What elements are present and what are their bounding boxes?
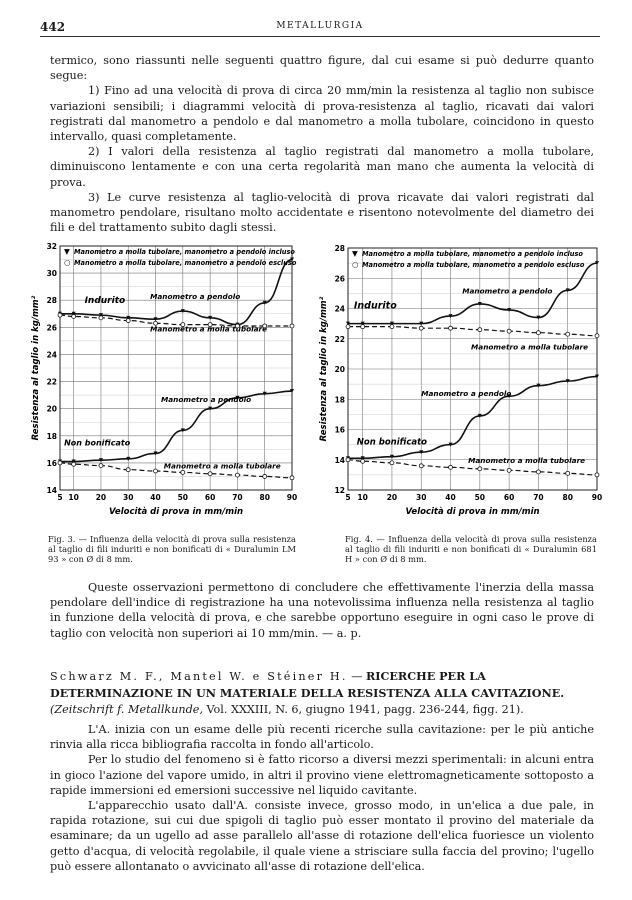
- series-marker: [208, 472, 212, 476]
- series-marker: [58, 313, 62, 317]
- series-marker: [419, 464, 423, 468]
- y-tick-label: 20: [334, 365, 345, 374]
- series-marker: [263, 474, 267, 478]
- y-tick-label: 22: [334, 334, 345, 344]
- x-tick-label: 10: [68, 493, 79, 502]
- y-tick-label: 30: [46, 269, 57, 279]
- figure-4-chart: [315, 240, 605, 530]
- series-marker: [290, 476, 294, 480]
- x-tick-label: 70: [533, 493, 544, 502]
- intro-point-2: 2) I valori della resistenza al taglio registrati dal manometro a molla tubolare, diminuiscono lentamente e con una certa regolarità man mano che aumenta la velocità di prova.: [50, 145, 594, 189]
- conclusion-paragraph: Queste osservazioni permettono di concludere che effettivamente l'inerzia della massa pendolare dell'indice di registrazione ha una notevolissima influenza nella resistenza al taglio in funzione della velocità di prova, e che sarebbe opportuno eseguire in ogni caso le prove di taglio con velocità non superiori ai 10 mm/min. — a. p.: [50, 581, 594, 640]
- series-marker: [478, 328, 482, 332]
- reference-dash: —: [347, 670, 366, 683]
- series-marker: [449, 465, 453, 469]
- y-tick-label: 28: [46, 296, 57, 306]
- chart-annotation: Non bonificato: [356, 437, 428, 448]
- chart-annotation: Non bonificato: [64, 438, 131, 448]
- chart-annotation: Manometro a pendolo: [160, 394, 252, 404]
- series-marker: [390, 461, 394, 465]
- series-marker: [361, 459, 365, 463]
- series-marker: [419, 326, 423, 330]
- y-tick-label: 14: [334, 455, 345, 465]
- page-number: 442: [40, 20, 66, 34]
- x-tick-label: 30: [416, 493, 427, 502]
- series-marker: [72, 314, 76, 318]
- legend-label: Manometro a molla tubolare, manometro a pendolo incluso: [74, 248, 295, 256]
- series-marker: [478, 467, 482, 471]
- reference-title: RICERCHE PER LA DETERMINAZIONE IN UN MATERIALE DELLA RESISTENZA ALLA CAVITAZIONE.: [50, 669, 565, 700]
- y-tick-label: 24: [46, 350, 57, 360]
- x-tick-label: 90: [286, 493, 298, 502]
- series-line-indurito-molla: [348, 327, 597, 336]
- y-tick-label: 26: [334, 274, 345, 284]
- series-marker: [346, 325, 350, 329]
- chart-annotation: Indurito: [353, 300, 397, 312]
- abstract-paragraph-2: Per lo studio del fenomeno si è fatto ricorso a diversi mezzi sperimentali: in alcuni entra in gioco l'azione del vapore umido, in altri il provino viene elettromagneticamente sottoposto a rapide immersioni ed emersioni successive nel liquido cavitante.: [50, 753, 594, 797]
- chart-annotation: Manometro a molla tubolare: [150, 324, 268, 334]
- series-marker: [595, 473, 599, 477]
- legend-label: Manometro a molla tubolare, manometro a pendolo incluso: [362, 250, 583, 258]
- intro-point-1: 1) Fino ad una velocità di prova di circa 20 mm/min la resistenza al taglio non subisce variazioni sensibili; i diagrammi velocità di prova-resistenza al taglio, ricavati dai valori registrati dal manometro a pendolo e dal manometro a molla tubolare, coincidono in questo intervallo, quasi completamente.: [50, 84, 594, 144]
- intro-point-3: 3) Le curve resistenza al taglio-velocità di prova ricavate dai valori registrati dal manometro pendolare, risultano molto accidentate e risentono notevolmente del diametro dei fili e del trattamento subito dagli stessi.: [50, 190, 594, 235]
- figure-4-caption: Fig. 4. — Influenza della velocità di prova sulla resistenza al taglio di fili induriti e non bonificati di « Duralumin 681 H » con Ø di 8 mm.: [345, 534, 597, 564]
- y-tick-label: 18: [334, 395, 345, 405]
- x-tick-label: 50: [474, 493, 486, 502]
- x-tick-label: 80: [562, 493, 573, 502]
- y-axis-label: Resistenza al taglio in kg/mm²: [319, 296, 329, 442]
- x-tick-label: 60: [503, 493, 515, 502]
- series-marker: [126, 468, 130, 472]
- y-tick-label: 26: [46, 323, 57, 333]
- chart-annotation: Manometro a pendolo: [150, 291, 241, 301]
- series-marker: [235, 473, 239, 477]
- series-marker: [290, 324, 294, 328]
- abstract-paragraph-1: L'A. inizia con un esame delle più recenti ricerche sulla cavitazione: per le più antiche rinvia alla ricca bibliografia raccolta in fondo all'articolo.: [50, 723, 594, 752]
- chart-annotation: Manometro a molla tubolare: [163, 461, 281, 471]
- x-tick-label: 5: [345, 493, 351, 502]
- header-rule: [40, 36, 600, 37]
- series-marker: [536, 470, 540, 474]
- legend-marker: ▼: [352, 249, 358, 258]
- chart-annotation: Manometro a molla tubolare: [468, 455, 586, 465]
- x-tick-label: 60: [204, 493, 216, 502]
- conclusion-text: [50, 580, 594, 641]
- series-marker: [507, 468, 511, 472]
- y-tick-label: 28: [334, 244, 345, 253]
- reference-journal: (Zeitschrift f. Metallkunde,: [50, 703, 203, 716]
- series-marker: [72, 462, 76, 466]
- series-marker: [449, 326, 453, 330]
- series-marker: [390, 325, 394, 329]
- y-tick-label: 22: [46, 377, 57, 387]
- series-marker: [58, 461, 62, 465]
- series-marker: [566, 332, 570, 336]
- legend-marker: ○: [64, 258, 71, 267]
- reference-authors: Schwarz M. F., Mantel W. e Stéiner H.: [50, 670, 348, 683]
- x-tick-label: 20: [386, 493, 398, 502]
- article-reference: [50, 668, 594, 718]
- y-tick-label: 24: [334, 304, 345, 314]
- legend-marker: ○: [352, 260, 359, 269]
- legend-label: Manometro a molla tubolare, manometro a pendolo escluso: [74, 259, 297, 267]
- series-marker: [154, 469, 158, 473]
- abstract-text: [50, 722, 594, 874]
- intro-text: [50, 53, 594, 235]
- series-marker: [99, 464, 103, 468]
- running-title: METALLURGIA: [276, 21, 364, 31]
- y-tick-label: 32: [46, 242, 57, 251]
- series-marker: [361, 325, 365, 329]
- series-marker: [536, 331, 540, 335]
- y-axis-label: Resistenza al taglio in kg/mm²: [31, 295, 41, 441]
- chart-annotation: Manometro a pendolo: [462, 286, 553, 296]
- x-tick-label: 40: [445, 493, 456, 502]
- y-tick-label: 16: [46, 458, 57, 468]
- figure-4-svg: [315, 240, 605, 530]
- reference-details: Vol. XXXIII, N. 6, giugno 1941, pagg. 236-244, figg. 21).: [202, 703, 524, 716]
- abstract-paragraph-3: L'apparecchio usato dall'A. consiste invece, grosso modo, in un'elica a due pale, in rapida rotazione, sui cui due spigoli di taglio può esser montato il provino del materiale da esaminare; da un ugello ad asse parallelo all'asse di rotazione dell'elica fuoriesce un violento getto d'acqua, di velocità regolabile, il quale viene a strisciare sulla faccia del provino; l'ugello può essere allontanato o avvicinato all'asse di rotazione dell'elica.: [50, 799, 594, 873]
- x-tick-label: 20: [95, 493, 107, 502]
- chart-annotation: Manometro a pendolo: [421, 389, 512, 399]
- page-header: [40, 20, 600, 34]
- x-tick-label: 50: [177, 493, 189, 502]
- series-marker: [566, 471, 570, 475]
- x-tick-label: 5: [57, 493, 63, 502]
- x-tick-label: 10: [357, 493, 368, 502]
- series-marker: [346, 458, 350, 462]
- x-axis-label: Velocità di prova in mm/min: [405, 507, 540, 517]
- series-marker: [595, 334, 599, 338]
- figure-3-chart: [30, 240, 305, 530]
- y-tick-label: 12: [334, 486, 345, 495]
- x-tick-label: 80: [259, 493, 270, 502]
- y-tick-label: 14: [46, 486, 57, 495]
- x-tick-label: 40: [150, 493, 161, 502]
- y-tick-label: 18: [46, 431, 57, 441]
- legend-marker: ▼: [64, 247, 70, 256]
- x-axis-label: Velocità di prova in mm/min: [108, 507, 244, 517]
- x-tick-label: 90: [591, 493, 603, 502]
- chart-annotation: Manometro a molla tubolare: [471, 342, 589, 352]
- y-tick-label: 16: [334, 425, 345, 435]
- legend-label: Manometro a molla tubolare, manometro a pendolo escluso: [362, 261, 585, 269]
- figure-3-svg: [30, 240, 305, 530]
- intro-paragraph: termico, sono riassunti nelle seguenti quattro figure, dal cui esame si può dedurre quanto segue:: [50, 54, 594, 83]
- series-marker: [126, 319, 130, 323]
- series-marker: [507, 329, 511, 333]
- series-marker: [181, 470, 185, 474]
- x-tick-label: 30: [123, 493, 134, 502]
- figure-3-caption: Fig. 3. — Influenza della velocità di prova sulla resistenza al taglio di fili induriti e non bonificati di « Duralumin LM 93 » con Ø di 8 mm.: [48, 534, 296, 564]
- x-tick-label: 70: [232, 493, 243, 502]
- y-tick-label: 20: [46, 404, 57, 414]
- series-marker: [99, 316, 103, 320]
- chart-annotation: Indurito: [84, 295, 126, 306]
